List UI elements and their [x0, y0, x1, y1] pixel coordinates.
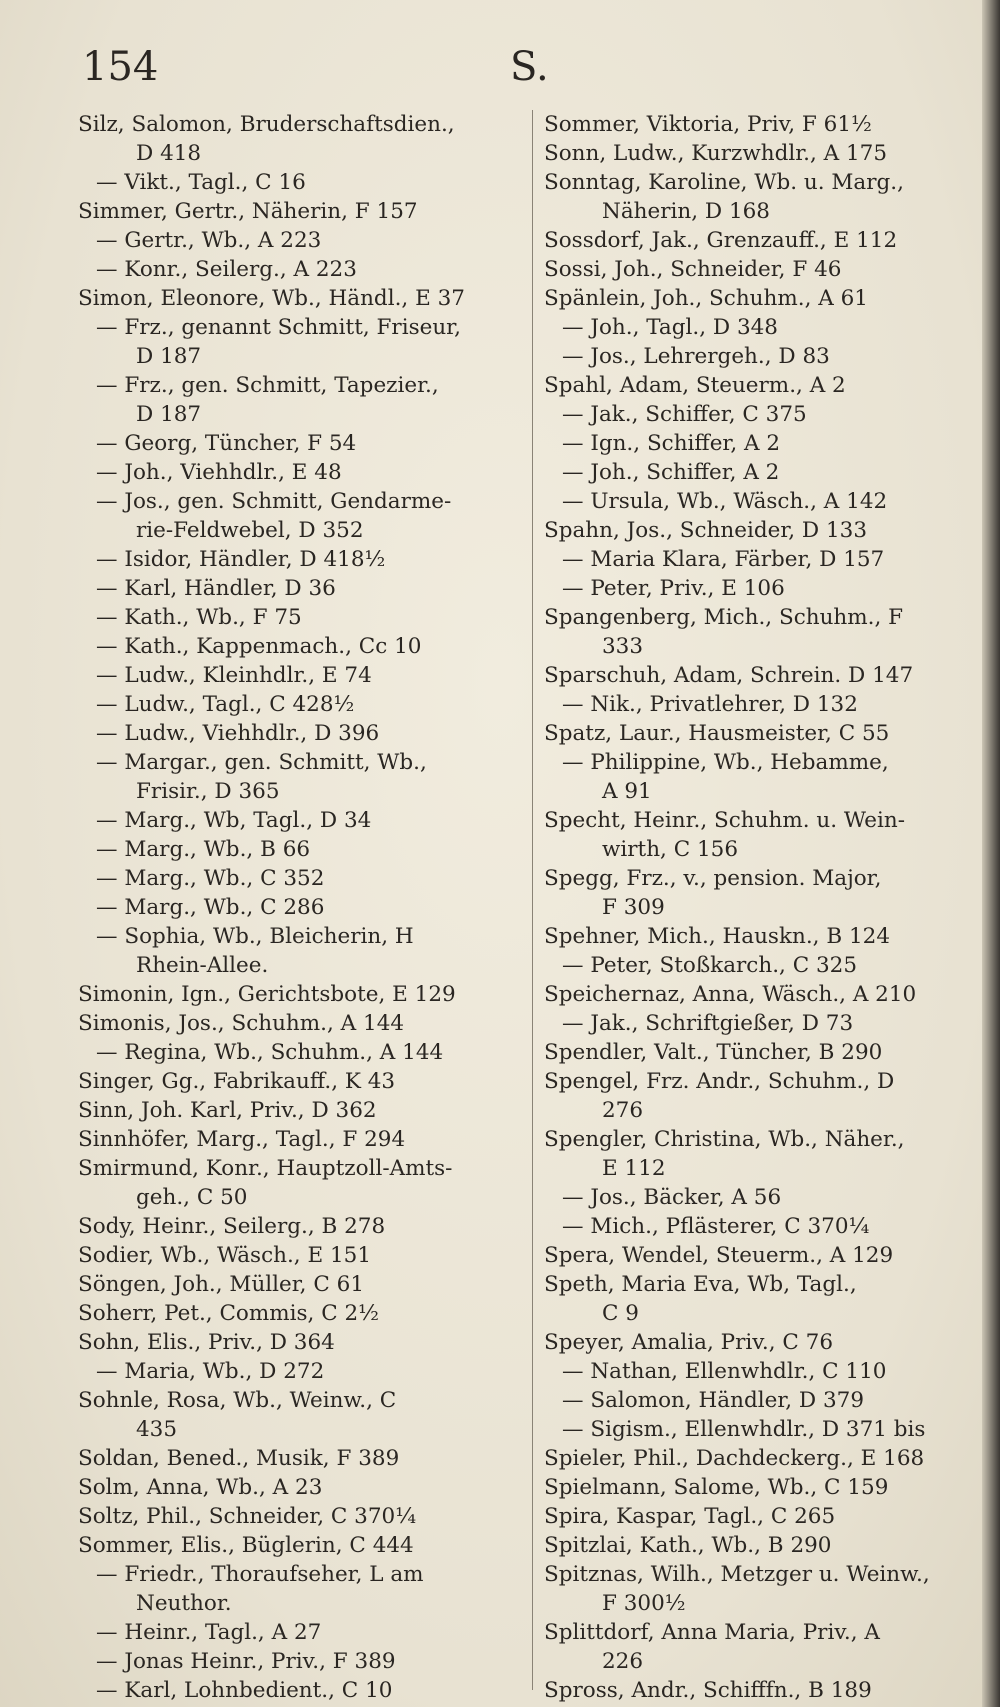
directory-entry-line: — Peter, Priv., E 106: [562, 576, 785, 601]
directory-entry-line: Speth, Maria Eva, Wb, Tagl.,: [544, 1272, 857, 1297]
directory-entry-line: Näherin, D 168: [602, 199, 770, 224]
directory-entry-line: Spitznas, Wilh., Metzger u. Weinw.,: [544, 1562, 930, 1587]
directory-entry-line: Soldan, Bened., Musik, F 389: [78, 1446, 400, 1471]
directory-entry-line: Rhein-Allee.: [136, 953, 269, 978]
directory-entry-line: — Marg., Wb., C 352: [96, 866, 325, 891]
directory-entry-line: A 91: [602, 779, 652, 804]
directory-entry-line: Sonn, Ludw., Kurzwhdlr., A 175: [544, 141, 888, 166]
directory-entry-line: — Kath., Wb., F 75: [96, 605, 302, 630]
page-header: [0, 44, 1000, 104]
directory-entry-line: Sossdorf, Jak., Grenzauff., E 112: [544, 228, 898, 253]
directory-entry-line: Simmer, Gertr., Näherin, F 157: [78, 199, 418, 224]
directory-entry-line: — Konr., Seilerg., A 223: [96, 257, 357, 282]
directory-entry-line: F 300½: [602, 1591, 686, 1616]
directory-entry-line: Speyer, Amalia, Priv., C 76: [544, 1330, 834, 1355]
directory-entry-line: — Regina, Wb., Schuhm., A 144: [96, 1040, 444, 1065]
directory-entry-line: Söngen, Joh., Müller, C 61: [78, 1272, 364, 1297]
directory-entry-line: E 112: [602, 1156, 666, 1181]
directory-entry-line: 276: [602, 1098, 644, 1123]
directory-entry-line: — Ludw., Tagl., C 428½: [96, 692, 355, 717]
directory-entry-line: Spira, Kaspar, Tagl., C 265: [544, 1504, 836, 1529]
directory-entry-line: Splittdorf, Anna Maria, Priv., A: [544, 1620, 880, 1645]
directory-entry-line: Spross, Andr., Schifffn., B 189: [544, 1678, 872, 1703]
directory-entry-line: — Ursula, Wb., Wäsch., A 142: [562, 489, 888, 514]
directory-entry-line: — Ludw., Viehhdlr., D 396: [96, 721, 380, 746]
directory-entry-line: — Maria Klara, Färber, D 157: [562, 547, 885, 572]
directory-entry-line: Soltz, Phil., Schneider, C 370¼: [78, 1504, 417, 1529]
directory-entry-line: — Kath., Kappenmach., Cc 10: [96, 634, 422, 659]
directory-entry-line: Simon, Eleonore, Wb., Händl., E 37: [78, 286, 465, 311]
directory-entry-line: — Salomon, Händler, D 379: [562, 1388, 865, 1413]
directory-entry-line: Solm, Anna, Wb., A 23: [78, 1475, 323, 1500]
directory-entry-line: — Peter, Stoßkarch., C 325: [562, 953, 858, 978]
directory-entry-line: F 309: [602, 895, 665, 920]
page-binding-edge: [982, 0, 1000, 1707]
directory-entry-line: wirth, C 156: [602, 837, 739, 862]
directory-entry-line: Sinnhöfer, Marg., Tagl., F 294: [78, 1127, 406, 1152]
directory-entry-line: Spengel, Frz. Andr., Schuhm., D: [544, 1069, 895, 1094]
directory-entry-line: Sohnle, Rosa, Wb., Weinw., C: [78, 1388, 397, 1413]
directory-entry-line: — Joh., Tagl., D 348: [562, 315, 778, 340]
directory-entry-line: Frisir., D 365: [136, 779, 280, 804]
directory-entry-line: — Frz., gen. Schmitt, Tapezier.,: [96, 373, 439, 398]
directory-entry-line: — Isidor, Händler, D 418½: [96, 547, 386, 572]
directory-entry-line: Spänlein, Joh., Schuhm., A 61: [544, 286, 868, 311]
page-number: 154: [82, 44, 159, 90]
column-divider: [532, 110, 533, 1690]
directory-entry-line: — Jos., gen. Schmitt, Gendarme-: [96, 489, 452, 514]
directory-entry-line: D 418: [136, 141, 202, 166]
directory-entry-line: — Nathan, Ellenwhdlr., C 110: [562, 1359, 887, 1384]
directory-entry-line: Spendler, Valt., Tüncher, B 290: [544, 1040, 883, 1065]
directory-entry-line: — Marg., Wb, Tagl., D 34: [96, 808, 372, 833]
directory-entry-line: Sonntag, Karoline, Wb. u. Marg.,: [544, 170, 904, 195]
directory-entry-line: 435: [136, 1417, 178, 1442]
directory-entry-line: — Frz., genannt Schmitt, Friseur,: [96, 315, 461, 340]
directory-entry-line: Sinn, Joh. Karl, Priv., D 362: [78, 1098, 377, 1123]
directory-entry-line: — Friedr., Thoraufseher, L am: [96, 1562, 424, 1587]
directory-entry-line: Sparschuh, Adam, Schrein. D 147: [544, 663, 914, 688]
directory-entry-line: Sody, Heinr., Seilerg., B 278: [78, 1214, 386, 1239]
directory-entry-line: D 187: [136, 402, 202, 427]
directory-entry-line: Spitzlai, Kath., Wb., B 290: [544, 1533, 832, 1558]
directory-entry-line: Singer, Gg., Fabrikauff., K 43: [78, 1069, 396, 1094]
directory-entry-line: Spegg, Frz., v., pension. Major,: [544, 866, 882, 891]
directory-entry-line: — Maria, Wb., D 272: [96, 1359, 325, 1384]
left-column: [78, 110, 523, 1705]
directory-entry-line: — Ign., Schiffer, A 2: [562, 431, 781, 456]
directory-entry-line: Spehner, Mich., Hauskn., B 124: [544, 924, 890, 949]
directory-entry-line: — Nik., Privatlehrer, D 132: [562, 692, 858, 717]
directory-entry-line: D 187: [136, 344, 202, 369]
directory-entry-line: Specht, Heinr., Schuhm. u. Wein-: [544, 808, 905, 833]
directory-entry-line: Spengler, Christina, Wb., Näher.,: [544, 1127, 905, 1152]
directory-entry-line: rie-Feldwebel, D 352: [136, 518, 364, 543]
directory-entry-line: — Mich., Pflästerer, C 370¼: [562, 1214, 870, 1239]
directory-entry-line: Sohn, Elis., Priv., D 364: [78, 1330, 335, 1355]
directory-entry-line: — Sophia, Wb., Bleicherin, H: [96, 924, 414, 949]
directory-entry-line: Sodier, Wb., Wäsch., E 151: [78, 1243, 372, 1268]
directory-entry-line: Simonis, Jos., Schuhm., A 144: [78, 1011, 405, 1036]
directory-entry-line: Spangenberg, Mich., Schuhm., F: [544, 605, 904, 630]
directory-entry-line: — Heinr., Tagl., A 27: [96, 1620, 322, 1645]
section-letter: S.: [510, 44, 549, 90]
directory-entry-line: — Marg., Wb., B 66: [96, 837, 311, 862]
directory-entry-line: Simonin, Ign., Gerichtsbote, E 129: [78, 982, 456, 1007]
directory-entry-line: — Georg, Tüncher, F 54: [96, 431, 357, 456]
directory-entry-line: Spieler, Phil., Dachdeckerg., E 168: [544, 1446, 925, 1471]
directory-entry-line: Spatz, Laur., Hausmeister, C 55: [544, 721, 890, 746]
directory-entry-line: — Gertr., Wb., A 223: [96, 228, 322, 253]
directory-entry-line: 333: [602, 634, 644, 659]
directory-entry-line: — Karl, Lohnbedient., C 10: [96, 1678, 393, 1703]
directory-entry-line: — Karl, Händler, D 36: [96, 576, 336, 601]
directory-entry-line: — Jak., Schriftgießer, D 73: [562, 1011, 854, 1036]
directory-entry-line: — Philippine, Wb., Hebamme,: [562, 750, 889, 775]
directory-entry-line: Sommer, Viktoria, Priv, F 61½: [544, 112, 872, 137]
directory-entry-line: — Vikt., Tagl., C 16: [96, 170, 306, 195]
directory-entry-line: Soherr, Pet., Commis, C 2½: [78, 1301, 380, 1326]
directory-entry-line: Spahn, Jos., Schneider, D 133: [544, 518, 868, 543]
directory-entry-line: — Joh., Viehhdlr., E 48: [96, 460, 342, 485]
directory-entry-line: Sommer, Elis., Büglerin, C 444: [78, 1533, 414, 1558]
directory-entry-line: Spielmann, Salome, Wb., C 159: [544, 1475, 889, 1500]
directory-entry-line: — Joh., Schiffer, A 2: [562, 460, 780, 485]
directory-entry-line: Sossi, Joh., Schneider, F 46: [544, 257, 842, 282]
directory-entry-line: — Margar., gen. Schmitt, Wb.,: [96, 750, 427, 775]
directory-entry-line: — Jos., Bäcker, A 56: [562, 1185, 782, 1210]
directory-entry-line: — Ludw., Kleinhdlr., E 74: [96, 663, 372, 688]
directory-entry-line: C 9: [602, 1301, 639, 1326]
directory-entry-line: Silz, Salomon, Bruderschaftsdien.,: [78, 112, 455, 137]
directory-entry-line: — Sigism., Ellenwhdlr., D 371 bis: [562, 1417, 926, 1442]
directory-entry-line: — Marg., Wb., C 286: [96, 895, 325, 920]
directory-entry-line: Neuthor.: [136, 1591, 232, 1616]
directory-entry-line: 226: [602, 1649, 644, 1674]
directory-entry-line: Spera, Wendel, Steuerm., A 129: [544, 1243, 894, 1268]
directory-entry-line: Smirmund, Konr., Hauptzoll-Amts-: [78, 1156, 453, 1181]
directory-entry-line: — Jak., Schiffer, C 375: [562, 402, 807, 427]
directory-entry-line: — Jos., Lehrergeh., D 83: [562, 344, 830, 369]
directory-entry-line: Speichernaz, Anna, Wäsch., A 210: [544, 982, 917, 1007]
right-column: [544, 110, 989, 1705]
directory-entry-line: geh., C 50: [136, 1185, 248, 1210]
directory-entry-line: Spahl, Adam, Steuerm., A 2: [544, 373, 846, 398]
directory-entry-line: — Jonas Heinr., Priv., F 389: [96, 1649, 396, 1674]
